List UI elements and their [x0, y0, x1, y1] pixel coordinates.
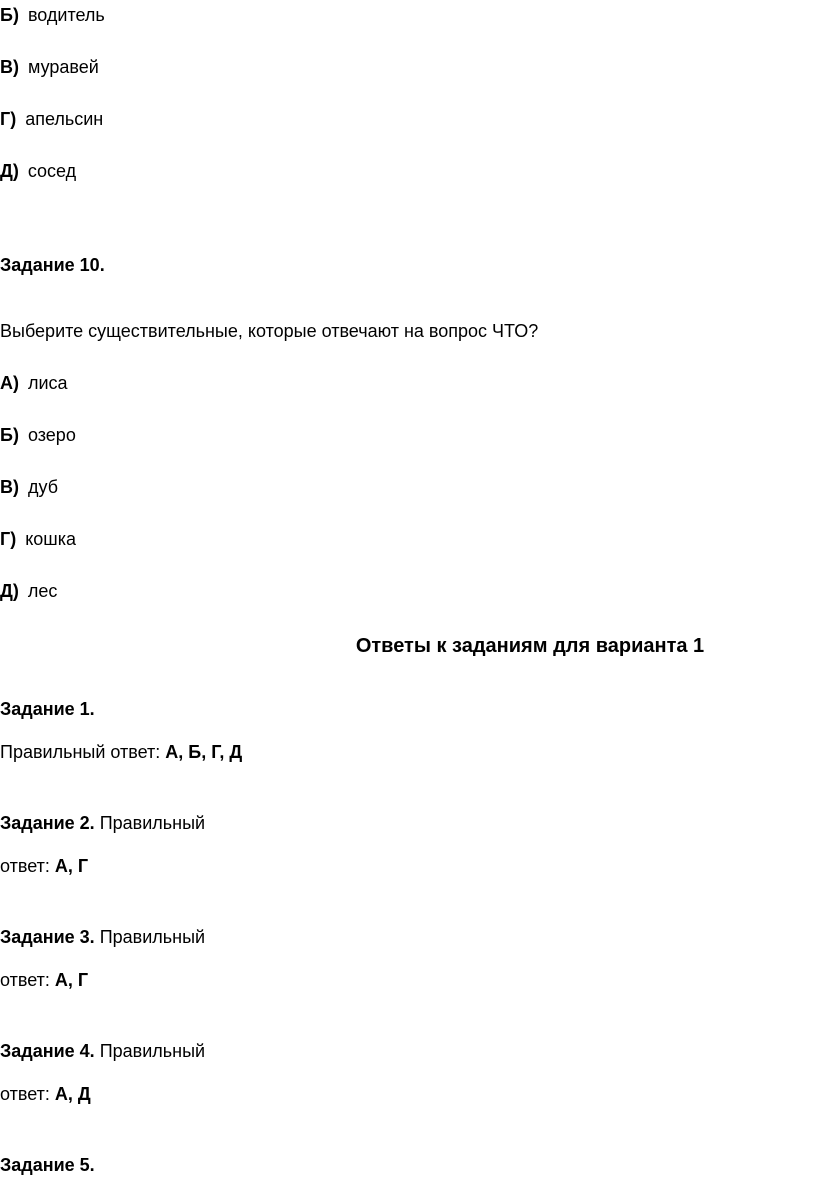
- answer-value: А, Г: [54, 856, 89, 876]
- option-letter: Б): [0, 5, 19, 25]
- option-row: [0, 476, 58, 498]
- option-letter: Г): [0, 109, 17, 129]
- answer-task2-heading: Задание 2.: [0, 813, 95, 833]
- option-text: лес: [27, 581, 58, 601]
- option-row: [0, 580, 57, 602]
- option-text: апельсин: [25, 109, 104, 129]
- option-row: [0, 372, 68, 394]
- option-letter: Б): [0, 425, 19, 445]
- answer-task2-row: [0, 812, 205, 834]
- option-text: кошка: [25, 529, 77, 549]
- answer-task3-value-row: [0, 969, 88, 991]
- answer-task4-value-row: [0, 1083, 91, 1105]
- answer-task1-heading: Задание 1.: [0, 699, 95, 719]
- option-row: [0, 56, 99, 78]
- option-letter: А): [0, 373, 19, 393]
- answer-label: ответ:: [0, 856, 55, 876]
- answer-value: А, Г: [54, 970, 89, 990]
- option-text: дуб: [28, 477, 59, 497]
- task10-heading: Задание 10.: [0, 255, 105, 275]
- option-row: [0, 528, 76, 550]
- option-text: муравей: [28, 57, 99, 77]
- answer-task2-value-row: [0, 855, 88, 877]
- answer-value: А, Б, Г, Д: [165, 742, 243, 762]
- answer-label: ответ:: [0, 970, 55, 990]
- option-letter: Д): [0, 161, 19, 181]
- answer-task1-row: [0, 741, 242, 763]
- answer-task3-heading: Задание 3.: [0, 927, 95, 947]
- answer-label: Правильный: [94, 813, 206, 833]
- option-row: [0, 108, 103, 130]
- answer-label: Правильный: [94, 1041, 206, 1061]
- answer-label: Правильный: [94, 927, 206, 947]
- answers-title: Ответы к заданиям для варианта 1: [355, 635, 705, 657]
- option-text: водитель: [27, 5, 105, 25]
- option-row: [0, 160, 76, 182]
- task10-question: Выберите существительные, которые отвечают на вопрос ЧТО?: [0, 321, 539, 341]
- answer-label: ответ:: [0, 1084, 55, 1104]
- answer-task4-heading: Задание 4.: [0, 1041, 95, 1061]
- answer-task5-heading: Задание 5.: [0, 1155, 95, 1175]
- answer-value: А, Д: [54, 1084, 91, 1104]
- option-letter: В): [0, 57, 19, 77]
- option-text: сосед: [27, 161, 77, 181]
- option-text: лиса: [28, 373, 68, 393]
- answer-task4-row: [0, 1040, 205, 1062]
- option-row: [0, 4, 105, 26]
- answer-task3-row: [0, 926, 205, 948]
- option-letter: В): [0, 477, 19, 497]
- answer-label: Правильный ответ:: [0, 742, 166, 762]
- option-row: [0, 424, 76, 446]
- option-letter: Д): [0, 581, 19, 601]
- option-text: озеро: [27, 425, 76, 445]
- option-letter: Г): [0, 529, 17, 549]
